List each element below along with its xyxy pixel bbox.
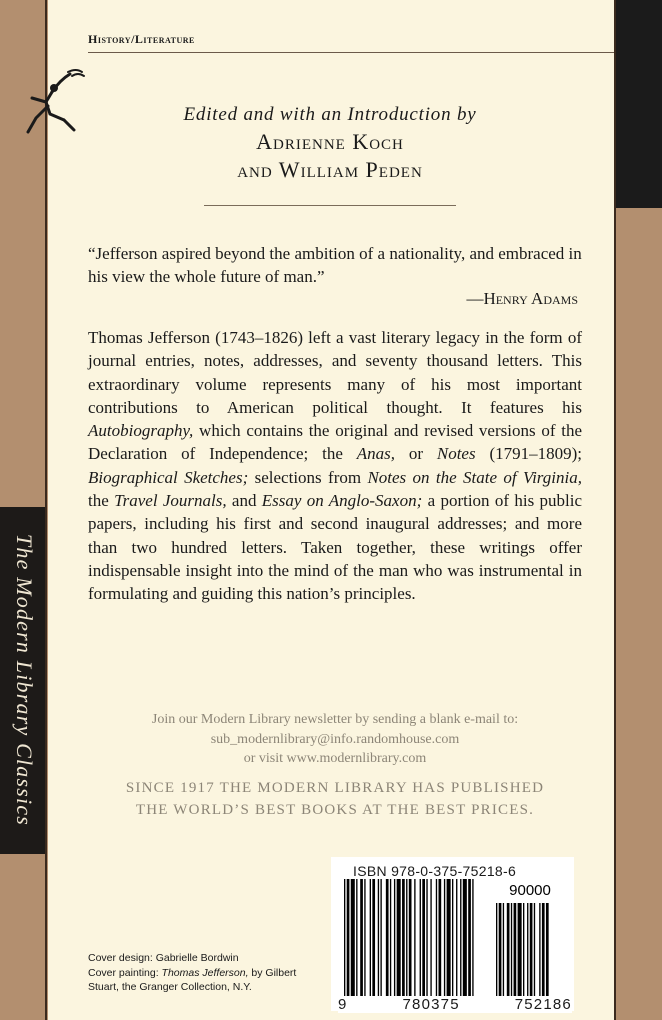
barcode-digits bbox=[338, 996, 572, 1013]
tagline-line-2: THE WORLD’S BEST BOOKS AT THE BEST PRICES. bbox=[135, 802, 535, 818]
desc-title-essay: Essay on Anglo-Saxon; bbox=[261, 491, 423, 511]
barcode-digit-lead: 9 bbox=[338, 996, 348, 1013]
desc-title-notes: Notes bbox=[436, 444, 476, 464]
desc-part: the bbox=[88, 491, 115, 511]
barcode-digit-group-1: 780375 bbox=[402, 996, 460, 1013]
newsletter-email: sub_modernlibrary@info.randomhouse.com bbox=[210, 731, 460, 747]
category-rule bbox=[88, 52, 614, 53]
credit-painting-source: Stuart, the Granger Collection, N.Y. bbox=[88, 981, 252, 993]
desc-part: or bbox=[394, 444, 437, 464]
desc-part: selections from bbox=[248, 467, 368, 487]
category-label: History/Literature bbox=[88, 32, 195, 46]
publisher-tagline bbox=[88, 777, 582, 821]
editor-intro: Edited and with an Introduction by bbox=[183, 104, 477, 125]
pull-quote: “Jefferson aspired beyond the ambition of a nationality, and embraced in his view the whole future of man.” bbox=[88, 244, 582, 286]
cover-credits bbox=[88, 951, 328, 995]
newsletter-website: or visit www.modernlibrary.com bbox=[243, 751, 427, 766]
logo-head bbox=[50, 84, 58, 92]
desc-title-autobiography: Autobiography, bbox=[88, 421, 194, 441]
desc-part: Thomas Jefferson (1743–1826) left a vast literary legacy in the form of journal entries, notes, addresses, and seventy thousand letters. This extraordinary volume represents many of his most important contributions to American political thought. It features his bbox=[88, 328, 582, 417]
desc-title-anas: Anas, bbox=[356, 444, 395, 464]
book-description bbox=[88, 326, 582, 606]
desc-part: a portion of his public papers, including his first and second inaugural addresses; and more than two hundred letters. Taken together, these writings offer indispensable insight into the mind of the man who was instrumental in formulating and guiding this nation’s principles. bbox=[88, 491, 582, 604]
credit-design: Cover design: Gabrielle Bordwin bbox=[88, 952, 239, 964]
barcode-icon bbox=[342, 879, 568, 999]
price-code: 90000 bbox=[509, 882, 551, 899]
editor-names bbox=[150, 128, 510, 184]
isbn-number: ISBN 978-0-375-75218-6 bbox=[353, 863, 517, 879]
editor-name-2: and William Peden bbox=[237, 157, 423, 182]
credit-painting-prefix: Cover painting: bbox=[88, 966, 162, 979]
desc-part: and bbox=[226, 491, 262, 511]
left-divider bbox=[45, 0, 47, 1020]
torchbearer-logo-icon bbox=[22, 66, 86, 136]
credit-painting bbox=[88, 966, 328, 981]
barcode-digit-group-2: 752186 bbox=[514, 996, 572, 1013]
credit-painting-title: Thomas Jefferson, bbox=[161, 966, 249, 979]
desc-part: which contains the original and revised versions of the Declaration of Independence; the bbox=[88, 421, 582, 464]
spine-series-title: The Modern Library Classics bbox=[12, 533, 37, 827]
right-divider bbox=[614, 0, 616, 1020]
desc-title-virginia: Notes on the State of Virginia, bbox=[367, 467, 582, 487]
tagline-line-1: SINCE 1917 THE MODERN LIBRARY HAS PUBLISHED bbox=[125, 780, 545, 796]
desc-title-journals: Travel Journals, bbox=[114, 491, 227, 511]
desc-part: (1791–1809); bbox=[475, 444, 582, 464]
newsletter-info bbox=[88, 710, 582, 769]
section-rule bbox=[204, 205, 456, 206]
credit-painting-suffix: by Gilbert bbox=[248, 966, 297, 979]
right-black-band bbox=[614, 0, 662, 208]
newsletter-line: Join our Modern Library newsletter by sending a blank e-mail to: bbox=[151, 712, 519, 727]
desc-title-sketches: Biographical Sketches; bbox=[88, 467, 249, 487]
quote-attribution: —Henry Adams bbox=[466, 289, 578, 308]
editor-name-1: Adrienne Koch bbox=[256, 129, 404, 154]
